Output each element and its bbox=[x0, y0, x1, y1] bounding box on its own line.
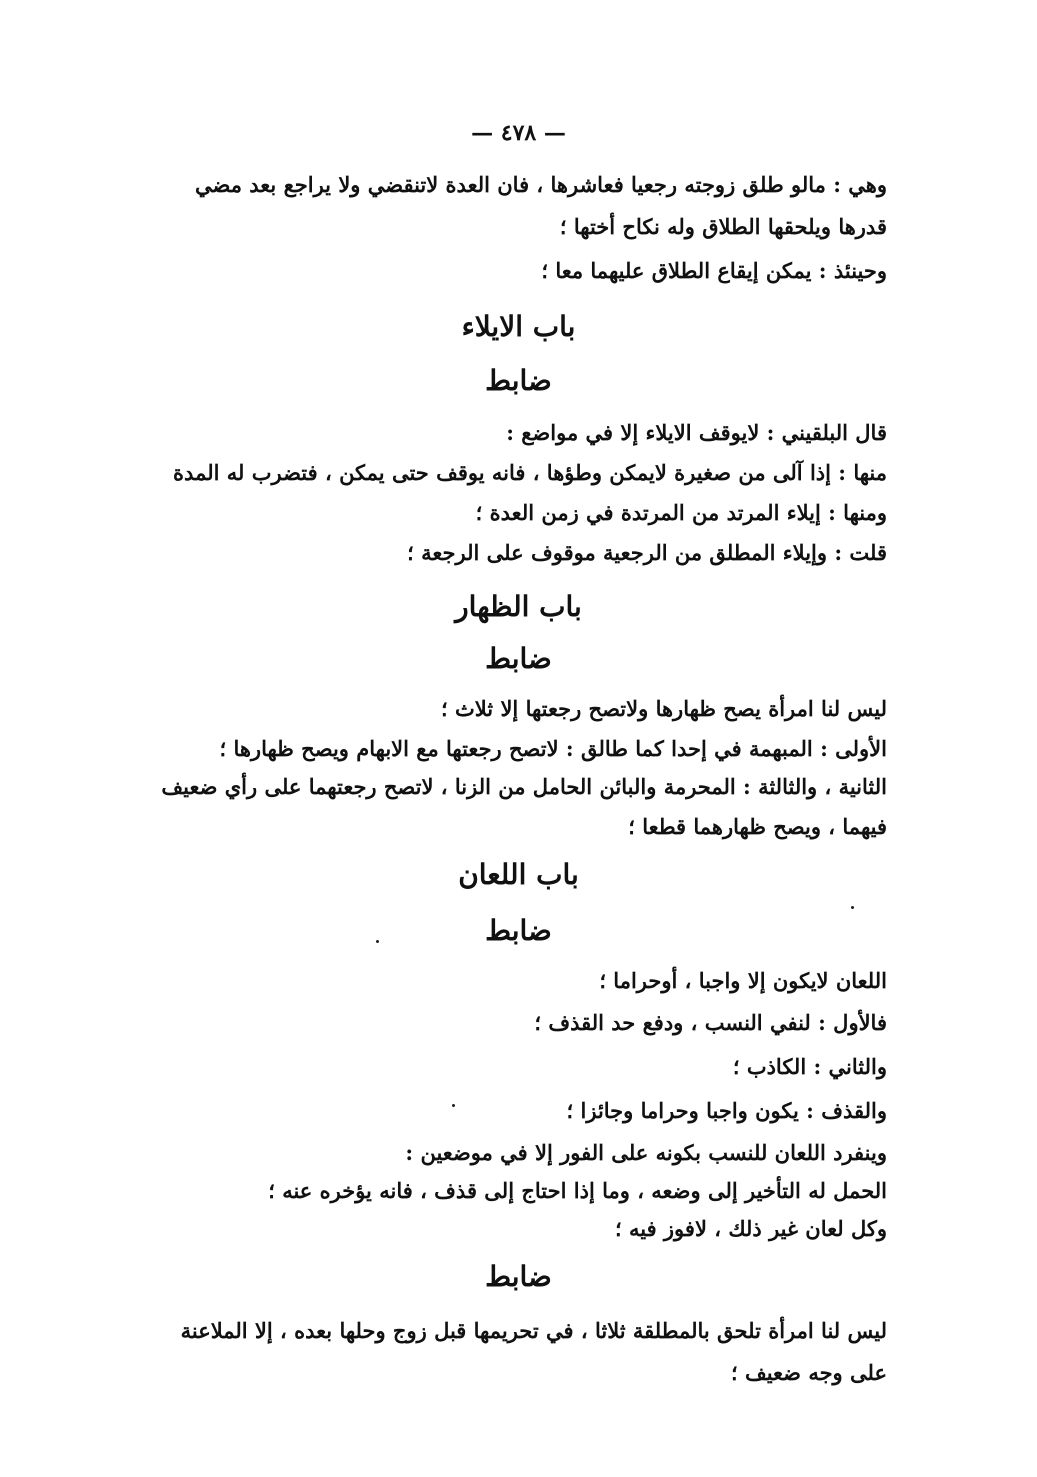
scan-speck bbox=[851, 906, 854, 909]
subheading-dabit: ضابط bbox=[485, 642, 552, 675]
text-line: قال البلقيني : لايوقف الايلاء إلا في مواضع : bbox=[506, 420, 887, 445]
text-line: فيهما ، ويصح ظهارهما قطعا ؛ bbox=[628, 814, 887, 839]
text-line: الأولى : المبهمة في إحدا كما طالق : لاتصح رجعتها مع الابهام ويصح ظهارها ؛ bbox=[219, 736, 887, 761]
text-line: اللعان لايكون إلا واجبا ، أوحراما ؛ bbox=[599, 968, 887, 993]
text-line: وحينئذ : يمكن إيقاع الطلاق عليهما معا ؛ bbox=[541, 258, 887, 283]
text-line: الثانية ، والثالثة : المحرمة والبائن الحامل من الزنا ، لاتصح رجعتهما على رأي ضعيف bbox=[161, 774, 887, 799]
text-line: والثاني : الكاذب ؛ bbox=[732, 1054, 887, 1079]
text-line: ليس لنا امرأة تلحق بالمطلقة ثلاثا ، في تحريمها قبل زوج وحلها بعده ، إلا الملاعنة bbox=[180, 1318, 887, 1343]
subheading-dabit: ضابط bbox=[485, 1260, 552, 1293]
text-line: فالأول : لنفي النسب ، ودفع حد القذف ؛ bbox=[534, 1010, 887, 1035]
text-line: الحمل له التأخير إلى وضعه ، وما إذا احتاج إلى قذف ، فانه يؤخره عنه ؛ bbox=[268, 1178, 887, 1203]
text-line: والقذف : يكون واجبا وحراما وجائزا ؛ bbox=[566, 1098, 887, 1123]
text-line: قلت : وإيلاء المطلق من الرجعية موقوف على الرجعة ؛ bbox=[407, 540, 887, 565]
text-line: قدرها ويلحقها الطلاق وله نكاح أختها ؛ bbox=[559, 214, 887, 239]
text-line: على وجه ضعيف ؛ bbox=[730, 1360, 887, 1385]
section-heading-liaan: باب اللعان bbox=[458, 858, 579, 891]
section-heading-ila: باب الايلاء bbox=[461, 310, 576, 343]
text-line: وهي : مالو طلق زوجته رجعيا فعاشرها ، فان العدة لاتنقضي ولا يراجع بعد مضي bbox=[195, 172, 887, 197]
text-line: وينفرد اللعان للنسب بكونه على الفور إلا في موضعين : bbox=[405, 1140, 887, 1165]
text-line: ومنها : إيلاء المرتد من المرتدة في زمن العدة ؛ bbox=[475, 500, 887, 525]
subheading-dabit: ضابط bbox=[485, 364, 552, 397]
section-heading-zihar: باب الظهار bbox=[455, 590, 582, 623]
text-line: ليس لنا امرأة يصح ظهارها ولاتصح رجعتها إلا ثلاث ؛ bbox=[441, 696, 887, 721]
scan-speck bbox=[452, 1104, 455, 1107]
text-line: منها : إذا آلى من صغيرة لايمكن وطؤها ، فانه يوقف حتى يمكن ، فتضرب له المدة bbox=[173, 460, 887, 485]
scan-speck bbox=[376, 940, 379, 943]
text-line: وكل لعان غير ذلك ، لافوز فيه ؛ bbox=[614, 1216, 887, 1241]
subheading-dabit: ضابط bbox=[485, 914, 552, 947]
page-number: — ٤٧٨ — bbox=[471, 120, 566, 146]
